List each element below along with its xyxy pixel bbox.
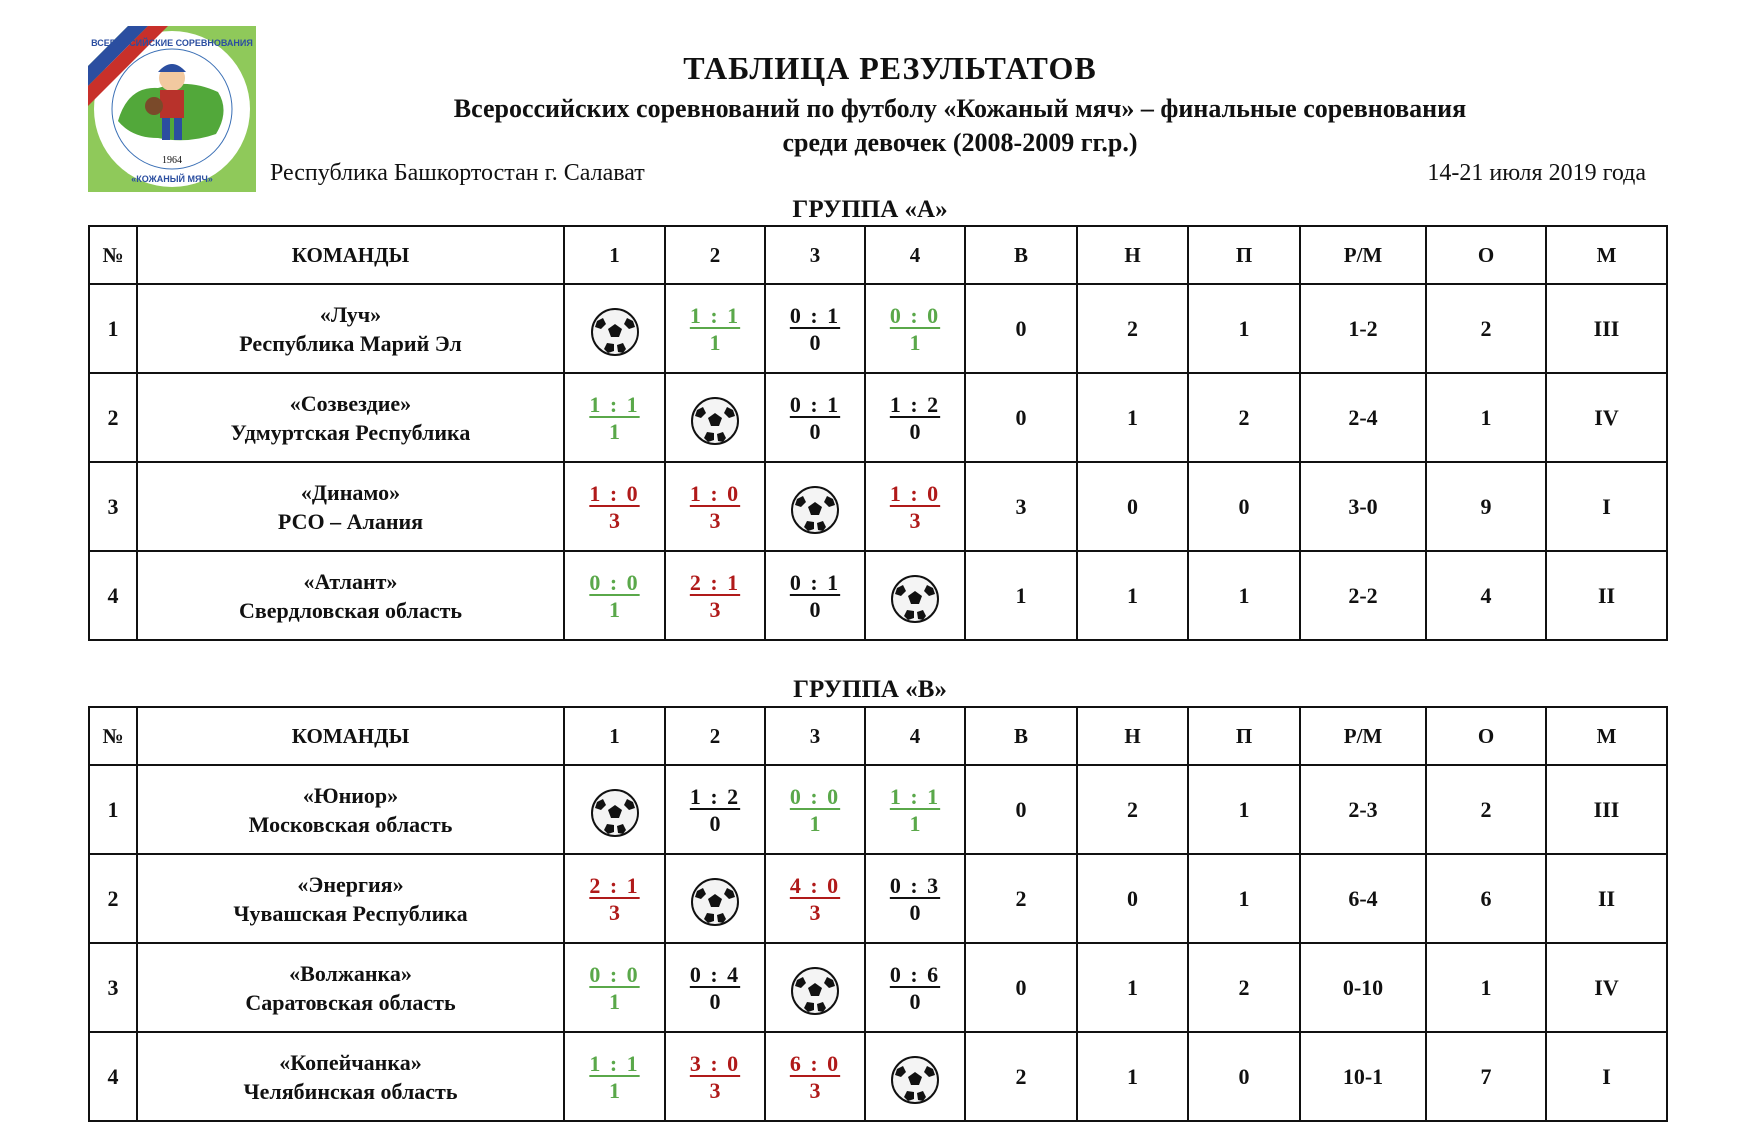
team-region: Республика Марий Эл xyxy=(239,330,462,356)
match-result xyxy=(690,961,740,1015)
team-region: Свердловская область xyxy=(238,597,463,623)
match-result xyxy=(589,961,639,1015)
column-header: 2 xyxy=(665,226,765,284)
match-result xyxy=(790,391,840,445)
match-score: 1 : 2 xyxy=(689,783,741,809)
losses-cell: 0 xyxy=(1188,1032,1300,1121)
row-number: 4 xyxy=(89,1032,137,1121)
draws-cell: 2 xyxy=(1077,765,1188,854)
match-result xyxy=(589,872,639,926)
column-header: М xyxy=(1546,226,1667,284)
losses-cell: 1 xyxy=(1188,854,1300,943)
match-result-cell xyxy=(765,854,865,943)
self-match-cell xyxy=(665,854,765,943)
match-result xyxy=(690,302,740,356)
match-points: 0 xyxy=(809,329,821,355)
column-header: 4 xyxy=(865,226,965,284)
column-header: 1 xyxy=(564,707,665,765)
row-number: 3 xyxy=(89,462,137,551)
goals-cell: 3-0 xyxy=(1300,462,1426,551)
match-result-cell xyxy=(765,765,865,854)
svg-text:«КОЖАНЫЙ МЯЧ»: «КОЖАНЫЙ МЯЧ» xyxy=(131,174,213,184)
match-score: 0 : 0 xyxy=(789,783,841,809)
match-result xyxy=(790,783,840,837)
row-number: 1 xyxy=(89,284,137,373)
match-result-cell xyxy=(665,551,765,640)
match-score: 1 : 0 xyxy=(889,480,941,506)
match-result-cell xyxy=(564,943,665,1032)
group-b-title: ГРУППА «В» xyxy=(793,676,947,703)
match-result-cell xyxy=(765,284,865,373)
soccer-ball-icon xyxy=(590,788,640,838)
place-cell: I xyxy=(1546,1032,1667,1121)
goals-cell: 2-4 xyxy=(1300,373,1426,462)
match-result-cell xyxy=(564,551,665,640)
match-points: 1 xyxy=(909,329,921,355)
group-a-table xyxy=(88,225,1668,641)
place-cell: IV xyxy=(1546,373,1667,462)
match-points: 0 xyxy=(809,596,821,622)
match-result xyxy=(589,391,639,445)
column-header: Р/М xyxy=(1300,226,1426,284)
match-points: 0 xyxy=(709,810,721,836)
page-subtitle xyxy=(340,92,1580,160)
match-result-cell xyxy=(564,373,665,462)
match-result xyxy=(790,1050,840,1104)
losses-cell: 1 xyxy=(1188,765,1300,854)
column-header: № xyxy=(89,226,137,284)
match-result-cell xyxy=(865,373,965,462)
wins-cell: 0 xyxy=(965,943,1077,1032)
column-header: Н xyxy=(1077,707,1188,765)
match-result-cell xyxy=(865,462,965,551)
page-title: ТАБЛИЦА РЕЗУЛЬТАТОВ xyxy=(683,50,1097,86)
match-score: 3 : 0 xyxy=(689,1050,741,1076)
match-points: 1 xyxy=(608,418,620,444)
match-result-cell xyxy=(865,765,965,854)
goals-cell: 2-2 xyxy=(1300,551,1426,640)
match-result xyxy=(790,872,840,926)
team-row xyxy=(89,284,1667,373)
team-region: Саратовская область xyxy=(245,989,456,1015)
soccer-ball-icon xyxy=(690,877,740,927)
match-result xyxy=(890,961,940,1015)
points-cell: 6 xyxy=(1426,854,1546,943)
match-result-cell xyxy=(765,373,865,462)
match-result-cell xyxy=(564,1032,665,1121)
match-result xyxy=(890,302,940,356)
place-cell: II xyxy=(1546,854,1667,943)
match-result-cell xyxy=(665,1032,765,1121)
dates-text: 14-21 июля 2019 года xyxy=(1427,160,1646,186)
match-result-cell xyxy=(665,765,765,854)
goals-cell: 1-2 xyxy=(1300,284,1426,373)
header-row xyxy=(89,707,1667,765)
team-cell xyxy=(137,854,564,943)
match-points: 1 xyxy=(709,329,721,355)
match-score: 0 : 4 xyxy=(689,961,741,987)
draws-cell: 1 xyxy=(1077,1032,1188,1121)
match-result-cell xyxy=(865,284,965,373)
match-points: 1 xyxy=(809,810,821,836)
self-match-cell xyxy=(765,943,865,1032)
match-score: 0 : 0 xyxy=(589,569,640,595)
match-result xyxy=(890,480,940,534)
self-match-cell xyxy=(665,373,765,462)
team-region: Челябинская область xyxy=(243,1078,458,1104)
team-region: РСО – Алания xyxy=(277,508,424,534)
team-region: Удмуртская Республика xyxy=(230,419,471,445)
losses-cell: 2 xyxy=(1188,373,1300,462)
self-match-cell xyxy=(865,551,965,640)
team-cell xyxy=(137,373,564,462)
match-points: 1 xyxy=(608,596,620,622)
soccer-ball-icon xyxy=(590,307,640,357)
match-score: 1 : 1 xyxy=(589,391,640,417)
match-points: 3 xyxy=(909,507,921,533)
column-header: Н xyxy=(1077,226,1188,284)
column-header: № xyxy=(89,707,137,765)
match-points: 1 xyxy=(608,988,620,1014)
points-cell: 2 xyxy=(1426,765,1546,854)
team-cell xyxy=(137,765,564,854)
wins-cell: 2 xyxy=(965,854,1077,943)
column-header: 3 xyxy=(765,707,865,765)
match-points: 3 xyxy=(709,507,721,533)
match-score: 1 : 1 xyxy=(889,783,941,809)
team-cell xyxy=(137,1032,564,1121)
self-match-cell xyxy=(765,462,865,551)
column-header: В xyxy=(965,226,1077,284)
competition-logo xyxy=(88,26,256,192)
team-row xyxy=(89,1032,1667,1121)
match-score: 0 : 1 xyxy=(789,569,841,595)
match-result-cell xyxy=(564,462,665,551)
goals-cell: 2-3 xyxy=(1300,765,1426,854)
draws-cell: 0 xyxy=(1077,462,1188,551)
match-result-cell xyxy=(564,854,665,943)
match-result xyxy=(690,783,740,837)
team-name: «Созвездие» xyxy=(289,390,412,416)
subtitle-line-2: среди девочек (2008-2009 гг.р.) xyxy=(782,128,1138,157)
row-number: 2 xyxy=(89,854,137,943)
subtitle-line-1: Всероссийских соревнований по футболу «Кожаный мяч» – финальные соревнования xyxy=(453,94,1467,123)
match-points: 3 xyxy=(608,899,620,925)
row-number: 1 xyxy=(89,765,137,854)
soccer-ball-icon xyxy=(690,396,740,446)
match-score: 0 : 0 xyxy=(889,302,941,328)
match-points: 3 xyxy=(608,507,620,533)
row-number: 2 xyxy=(89,373,137,462)
team-region: Московская область xyxy=(248,811,453,837)
wins-cell: 2 xyxy=(965,1032,1077,1121)
points-cell: 7 xyxy=(1426,1032,1546,1121)
points-cell: 4 xyxy=(1426,551,1546,640)
match-points: 0 xyxy=(909,899,921,925)
match-result-cell xyxy=(865,943,965,1032)
team-row xyxy=(89,854,1667,943)
draws-cell: 1 xyxy=(1077,551,1188,640)
match-result-cell xyxy=(665,284,765,373)
draws-cell: 1 xyxy=(1077,943,1188,1032)
goals-cell: 0-10 xyxy=(1300,943,1426,1032)
soccer-ball-icon xyxy=(890,574,940,624)
team-name: «Волжанка» xyxy=(289,960,412,986)
team-cell xyxy=(137,462,564,551)
match-points: 0 xyxy=(809,418,821,444)
match-result-cell xyxy=(665,462,765,551)
losses-cell: 2 xyxy=(1188,943,1300,1032)
match-points: 0 xyxy=(909,418,921,444)
team-name: «Атлант» xyxy=(303,568,398,594)
row-number: 4 xyxy=(89,551,137,640)
points-cell: 1 xyxy=(1426,373,1546,462)
match-result xyxy=(690,480,740,534)
match-score: 0 : 0 xyxy=(589,961,640,987)
team-row xyxy=(89,462,1667,551)
points-cell: 2 xyxy=(1426,284,1546,373)
team-name: «Юниор» xyxy=(302,782,399,808)
match-result xyxy=(890,872,940,926)
draws-cell: 2 xyxy=(1077,284,1188,373)
place-cell: I xyxy=(1546,462,1667,551)
match-score: 2 : 1 xyxy=(689,569,741,595)
team-name: «Луч» xyxy=(319,301,382,327)
self-match-cell xyxy=(865,1032,965,1121)
team-row xyxy=(89,765,1667,854)
team-row xyxy=(89,551,1667,640)
place-cell: II xyxy=(1546,551,1667,640)
team-cell xyxy=(137,551,564,640)
points-cell: 9 xyxy=(1426,462,1546,551)
losses-cell: 1 xyxy=(1188,284,1300,373)
column-header: О xyxy=(1426,226,1546,284)
column-header: КОМАНДЫ xyxy=(137,707,564,765)
draws-cell: 1 xyxy=(1077,373,1188,462)
column-header: Р/М xyxy=(1300,707,1426,765)
match-points: 3 xyxy=(809,1077,821,1103)
match-result xyxy=(589,1050,639,1104)
place-cell: III xyxy=(1546,765,1667,854)
match-result xyxy=(890,391,940,445)
match-result-cell xyxy=(765,551,865,640)
match-result xyxy=(890,783,940,837)
wins-cell: 0 xyxy=(965,765,1077,854)
losses-cell: 0 xyxy=(1188,462,1300,551)
match-result xyxy=(690,569,740,623)
match-score: 1 : 2 xyxy=(889,391,941,417)
match-score: 2 : 1 xyxy=(589,872,640,898)
column-header: КОМАНДЫ xyxy=(137,226,564,284)
points-cell: 1 xyxy=(1426,943,1546,1032)
match-score: 0 : 1 xyxy=(789,302,841,328)
team-cell xyxy=(137,943,564,1032)
venue-text: Республика Башкортостан г. Салават xyxy=(270,160,645,186)
match-points: 3 xyxy=(809,899,821,925)
wins-cell: 0 xyxy=(965,373,1077,462)
self-match-cell xyxy=(564,284,665,373)
soccer-ball-icon xyxy=(790,966,840,1016)
goals-cell: 10-1 xyxy=(1300,1032,1426,1121)
match-result xyxy=(790,302,840,356)
match-points: 1 xyxy=(608,1077,620,1103)
place-cell: IV xyxy=(1546,943,1667,1032)
match-result xyxy=(790,569,840,623)
header-row xyxy=(89,226,1667,284)
match-score: 6 : 0 xyxy=(789,1050,841,1076)
match-points: 0 xyxy=(709,988,721,1014)
match-points: 3 xyxy=(709,596,721,622)
team-name: «Динамо» xyxy=(300,479,401,505)
team-row xyxy=(89,373,1667,462)
team-name: «Копейчанка» xyxy=(279,1049,422,1075)
team-cell xyxy=(137,284,564,373)
wins-cell: 1 xyxy=(965,551,1077,640)
team-name: «Энергия» xyxy=(297,871,404,897)
column-header: О xyxy=(1426,707,1546,765)
match-score: 4 : 0 xyxy=(789,872,841,898)
match-result xyxy=(589,480,639,534)
svg-text:ВСЕРОССИЙСКИЕ СОРЕВНОВАНИЯ: ВСЕРОССИЙСКИЕ СОРЕВНОВАНИЯ xyxy=(91,38,253,48)
column-header: В xyxy=(965,707,1077,765)
match-result-cell xyxy=(665,943,765,1032)
match-points: 1 xyxy=(909,810,921,836)
team-row xyxy=(89,943,1667,1032)
svg-text:1964: 1964 xyxy=(162,155,182,166)
match-points: 0 xyxy=(909,988,921,1014)
column-header: П xyxy=(1188,226,1300,284)
goals-cell: 6-4 xyxy=(1300,854,1426,943)
match-score: 0 : 6 xyxy=(889,961,941,987)
place-cell: III xyxy=(1546,284,1667,373)
match-result xyxy=(589,569,639,623)
soccer-ball-icon xyxy=(790,485,840,535)
match-score: 1 : 1 xyxy=(689,302,741,328)
self-match-cell xyxy=(564,765,665,854)
column-header: П xyxy=(1188,707,1300,765)
match-score: 1 : 1 xyxy=(589,1050,640,1076)
column-header: 2 xyxy=(665,707,765,765)
match-result-cell xyxy=(865,854,965,943)
match-result-cell xyxy=(765,1032,865,1121)
draws-cell: 0 xyxy=(1077,854,1188,943)
group-a-title: ГРУППА «А» xyxy=(792,196,948,223)
losses-cell: 1 xyxy=(1188,551,1300,640)
column-header: 1 xyxy=(564,226,665,284)
match-points: 3 xyxy=(709,1077,721,1103)
match-score: 0 : 1 xyxy=(789,391,841,417)
row-number: 3 xyxy=(89,943,137,1032)
match-score: 1 : 0 xyxy=(589,480,640,506)
wins-cell: 0 xyxy=(965,284,1077,373)
team-region: Чувашская Республика xyxy=(233,900,468,926)
wins-cell: 3 xyxy=(965,462,1077,551)
column-header: М xyxy=(1546,707,1667,765)
column-header: 3 xyxy=(765,226,865,284)
soccer-ball-icon xyxy=(890,1055,940,1105)
match-score: 1 : 0 xyxy=(689,480,741,506)
match-score: 0 : 3 xyxy=(889,872,941,898)
group-b-table xyxy=(88,706,1668,1122)
match-result xyxy=(690,1050,740,1104)
column-header: 4 xyxy=(865,707,965,765)
